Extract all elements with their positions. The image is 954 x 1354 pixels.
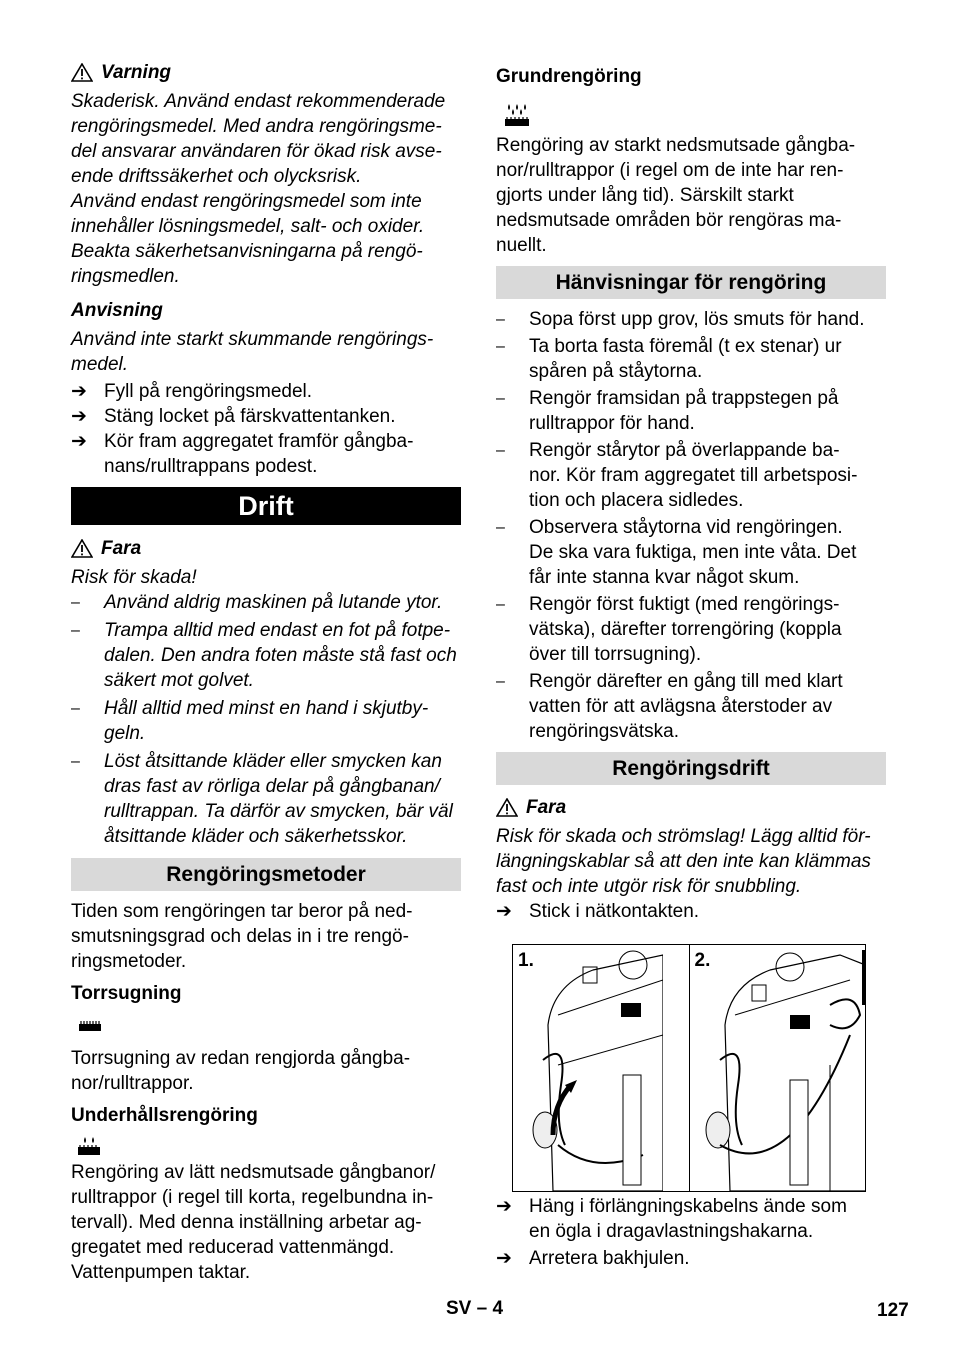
text-line: Skaderisk. Använd endast rekommenderade	[71, 91, 446, 112]
list-item	[71, 696, 461, 746]
dash-icon: –	[71, 700, 80, 717]
dash-icon: –	[496, 338, 505, 355]
text-line: nuellt.	[496, 235, 547, 256]
warning-triangle-icon	[496, 798, 518, 817]
list-item	[71, 379, 461, 404]
text-line: nor. Kör fram aggregatet till arbetsposi-	[529, 465, 858, 486]
footer-page-number: 127	[877, 1300, 909, 1321]
text-line: rengöringsvätska.	[529, 721, 679, 742]
section-title-operation: Rengöringsdrift	[496, 752, 886, 785]
figure-panel-2	[689, 945, 866, 1191]
basic-clean-icon	[504, 103, 530, 127]
maintenance-clean-icon	[77, 1136, 101, 1156]
text-line: rengöringsmedel. Med andra rengöringsme-	[71, 116, 442, 137]
section-title-tips: Hänvisningar för rengöring	[496, 266, 886, 299]
text-line: gjorts under lång tid). Särskilt starkt	[496, 185, 794, 206]
text-line: rulltrappor (i regel till korta, regelbundna in-	[71, 1187, 434, 1208]
dash-icon: –	[496, 519, 505, 536]
step-text: Kör fram aggregatet framför gångba-	[104, 431, 414, 452]
dash-icon: –	[496, 442, 505, 459]
dash-icon: –	[71, 594, 80, 611]
text-line: ringsmedlen.	[71, 266, 180, 287]
text-line: vatten för att avlägsna återstoder av	[529, 696, 833, 717]
dry-vacuum-icon	[79, 1020, 101, 1032]
basic-title: Grundrengöring	[496, 66, 642, 87]
danger-title: Fara	[101, 538, 142, 559]
plug-step-list	[496, 899, 886, 924]
danger-title: Fara	[526, 797, 567, 818]
text-line: Tiden som rengöringen tar beror på ned-	[71, 901, 413, 922]
text-line: över till torrsugning).	[529, 644, 702, 665]
text-line: ende driftssäkerhet och olycksrisk.	[71, 166, 362, 187]
text-line: Vattenpumpen taktar.	[71, 1262, 251, 1283]
text-line: Rengöring av lätt nedsmutsade gångbanor/	[71, 1162, 436, 1183]
methods-text	[71, 899, 461, 974]
list-item	[71, 429, 461, 479]
tips-list	[496, 307, 886, 744]
after-step-list	[496, 1194, 886, 1271]
text-line: medel.	[71, 354, 129, 375]
text-line: ringsmetoder.	[71, 951, 187, 972]
text-line: Rengör framsidan på trappstegen på	[529, 388, 839, 409]
list-item	[71, 404, 461, 429]
basic-text	[496, 133, 886, 258]
text-line: åtsittande kläder och säkerhetsskor.	[104, 826, 408, 847]
text-line: spåren på ståytorna.	[529, 361, 703, 382]
left-column	[71, 60, 461, 1285]
text-line: Torrsugning av redan rengjorda gångba-	[71, 1048, 411, 1069]
text-line: De ska vara fuktiga, men inte våta. Det	[529, 542, 857, 563]
list-item	[496, 386, 886, 436]
arrow-icon: ➔	[71, 381, 87, 402]
text-line: Löst åtsittande kläder eller smycken kan	[104, 751, 442, 772]
text-line: Rengör därefter en gång till med klart	[529, 671, 843, 692]
text-line: Rengör stårytor på överlappande ba-	[529, 440, 840, 461]
dash-icon: –	[71, 622, 80, 639]
step-text: en ögla i dragavlastningshakarna.	[529, 1221, 814, 1242]
text-line: Observera ståytorna vid rengöringen.	[529, 517, 843, 538]
section-title-drift: Drift	[71, 487, 461, 525]
danger-text	[496, 824, 886, 899]
list-item	[496, 669, 886, 744]
list-item	[496, 899, 886, 924]
text-line: nor/rulltrappor.	[71, 1073, 194, 1094]
text-line: får inte stanna kvar något skum.	[529, 567, 800, 588]
list-item	[496, 1246, 886, 1271]
arrow-icon: ➔	[496, 1248, 512, 1269]
text-line: Använd inte starkt skummande rengörings-	[71, 329, 434, 350]
list-item	[496, 515, 886, 590]
warning-heading	[71, 60, 461, 85]
machine-illustration-2	[690, 945, 866, 1191]
warning-triangle-icon	[71, 539, 93, 558]
text-line: Rengöring av starkt nedsmutsade gångba-	[496, 135, 856, 156]
text-line: Sopa först upp grov, lös smuts för hand.	[529, 309, 865, 330]
list-item	[71, 749, 461, 849]
text-line: längningskablar så att den inte kan klämmas	[496, 851, 871, 872]
section-title-methods: Rengöringsmetoder	[71, 858, 461, 891]
text-line: nedsmutsade områden bör rengöras ma-	[496, 210, 842, 231]
note-heading	[71, 298, 461, 323]
danger-list	[71, 590, 461, 849]
note-text	[71, 327, 461, 377]
text-line: Beakta säkerhetsanvisningarna på rengö-	[71, 241, 423, 262]
text-line: innehåller lösningsmedel, salt- och oxider.	[71, 216, 425, 237]
footer-language: SV	[446, 1298, 472, 1319]
arrow-icon: ➔	[71, 431, 87, 452]
arrow-icon: ➔	[496, 901, 512, 922]
figure-label-2: 2.	[694, 950, 711, 971]
danger-intro: Risk för skada!	[71, 567, 197, 588]
text-line: nor/rulltrappor (i regel om de inte har ren-	[496, 160, 844, 181]
text-line: tervall). Med denna inställning arbetar ag-	[71, 1212, 422, 1233]
text-line: tion och placera sidledes.	[529, 490, 744, 511]
maint-title: Underhållsrengöring	[71, 1105, 258, 1126]
arrow-icon: ➔	[71, 406, 87, 427]
list-item	[496, 307, 886, 332]
dash-icon: –	[496, 390, 505, 407]
step-list	[71, 379, 461, 479]
text-line: vätska), därefter torrengöring (koppla	[529, 619, 842, 640]
step-text: Stäng locket på färskvattentanken.	[104, 406, 396, 427]
figure-panel-1	[513, 945, 689, 1191]
dry-text	[71, 1046, 461, 1096]
step-text: Fyll på rengöringsmedel.	[104, 381, 313, 402]
cable-figure	[512, 944, 866, 1192]
text-line: rulltrappan. Ta därför av smycken, bär väl	[104, 801, 453, 822]
list-item	[496, 592, 886, 667]
text-line: Risk för skada och strömslag! Lägg alltid för-	[496, 826, 871, 847]
dash-icon: –	[496, 596, 505, 613]
text-line: smutsningsgrad och delas in i tre rengö-	[71, 926, 409, 947]
right-column	[496, 64, 886, 1271]
list-item	[71, 618, 461, 693]
figure-label-1: 1.	[518, 950, 534, 971]
list-item	[496, 438, 886, 513]
note-title: Anvisning	[71, 300, 163, 321]
text-line: dalen. Den andra foten måste stå fast och	[104, 645, 457, 666]
step-text: Arretera bakhjulen.	[529, 1248, 690, 1269]
step-text: Stick i nätkontakten.	[529, 901, 700, 922]
text-line: Håll alltid med minst en hand i skjutby-	[104, 698, 429, 719]
dash-icon: –	[71, 753, 80, 770]
machine-illustration-1	[513, 945, 663, 1191]
dry-title: Torrsugning	[71, 983, 182, 1004]
text-line: geln.	[104, 723, 146, 744]
warning-triangle-icon	[71, 63, 93, 82]
text-line: säkert mot golvet.	[104, 670, 254, 691]
footer-language-page	[446, 1296, 503, 1321]
list-item	[496, 334, 886, 384]
list-item	[71, 590, 461, 615]
text-line: rulltrappor för hand.	[529, 413, 695, 434]
warning-text	[71, 89, 461, 289]
text-line: gregatet med reducerad vattenmängd.	[71, 1237, 395, 1258]
arrow-icon: ➔	[496, 1196, 512, 1217]
dash-icon: –	[496, 311, 505, 328]
text-line: dras fast av rörliga delar på gångbanan/	[104, 776, 440, 797]
text-line: Använd aldrig maskinen på lutande ytor.	[104, 592, 443, 613]
text-line: del ansvarar användaren för ökad risk avse-	[71, 141, 442, 162]
text-line: Ta borta fasta föremål (t ex stenar) ur	[529, 336, 842, 357]
step-text: Häng i förlängningskabelns ände som	[529, 1196, 847, 1217]
maint-text	[71, 1160, 461, 1285]
text-line: Trampa alltid med endast en fot på fotpe-	[104, 620, 451, 641]
footer-page-local: – 4	[476, 1298, 504, 1319]
step-text: nans/rulltrappans podest.	[104, 456, 318, 477]
text-line: Rengör först fuktigt (med rengörings-	[529, 594, 840, 615]
warning-title: Varning	[101, 62, 172, 83]
text-line: Använd endast rengöringsmedel som inte	[71, 191, 422, 212]
danger-heading	[71, 536, 461, 561]
danger-heading	[496, 795, 886, 820]
dash-icon: –	[496, 673, 505, 690]
text-line: fast och inte utgör risk för snubbling.	[496, 876, 802, 897]
list-item	[496, 1194, 886, 1244]
